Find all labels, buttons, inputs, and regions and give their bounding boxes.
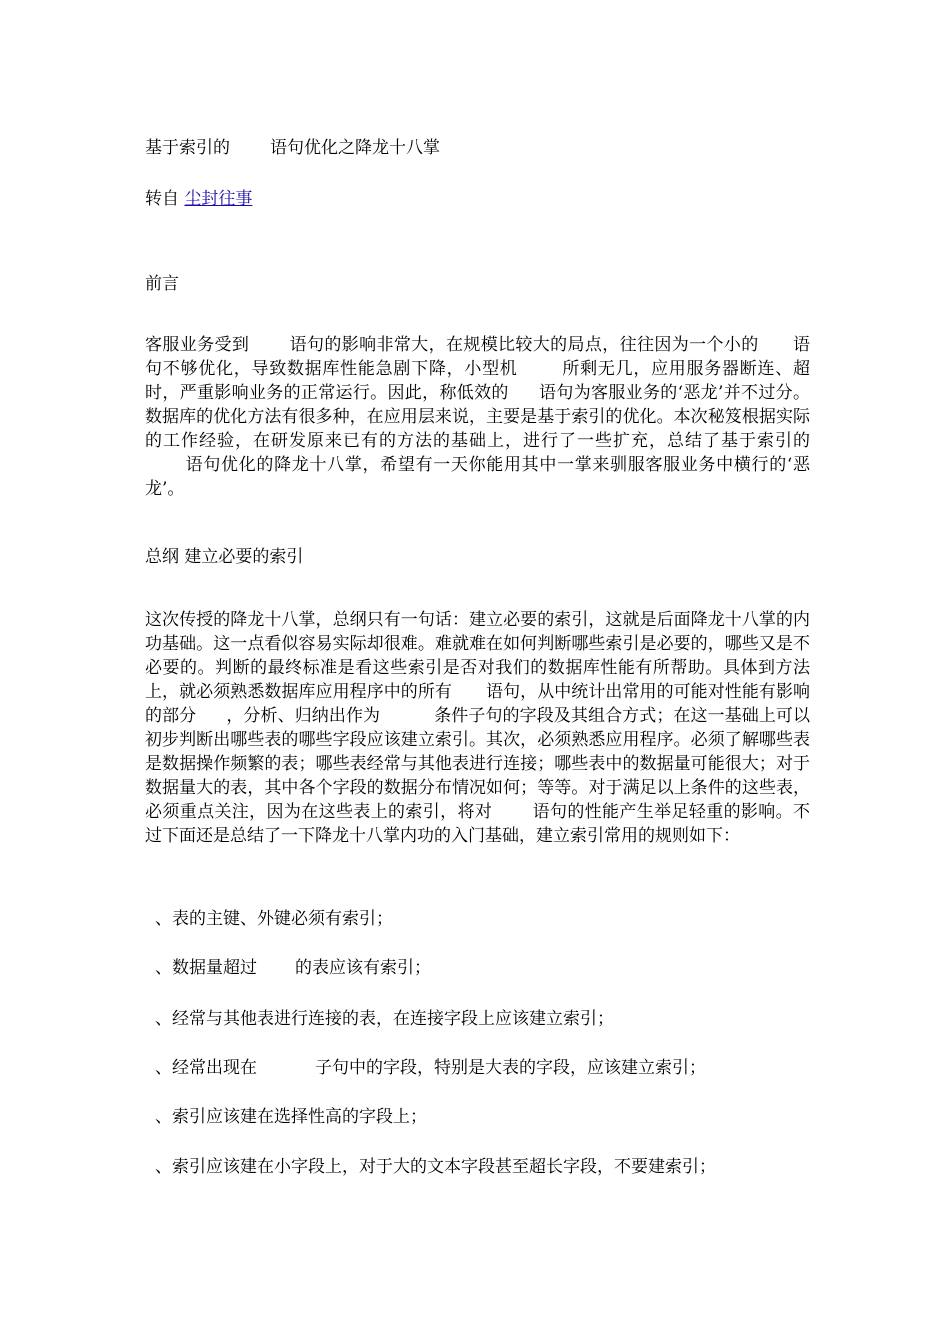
outline-paragraph bbox=[145, 608, 810, 848]
outline-text-5: 语句的性能产生举足轻重的影响。不过下面还是总结了一下降龙十八掌内功的入门基础，建立索引常用的规则如下： bbox=[145, 802, 811, 846]
rule-6-text: 、索引应该建在小字段上，对于大的文本字段甚至超长字段，不要建索引； bbox=[155, 1157, 716, 1177]
preface-text-4: 所剩无几，应用服务器断连、超时，严重影响业务的正常运行。因此，称低效的 bbox=[145, 359, 811, 403]
source-line bbox=[145, 188, 252, 210]
rule-item-4 bbox=[155, 1057, 706, 1079]
preface-text-1: 客服业务受到 bbox=[145, 335, 250, 355]
rule-2-text-b: 的表应该有索引； bbox=[295, 958, 431, 978]
document-title bbox=[145, 137, 440, 159]
rule-item-6 bbox=[155, 1156, 716, 1178]
rule-4-text-b: 子句中的字段，特别是大表的字段，应该建立索引； bbox=[315, 1058, 706, 1078]
preface-paragraph bbox=[145, 333, 810, 501]
outline-text-1: 这次传授的降龙十八掌，总纲只有一句话：建立必要的索引，这就是后面降龙十八掌的内功基础。这一点看似容易实际却很难。难就难在如何判断哪些索引是必要的，哪些又是不必要的。判断的最终标准是看这些索引是否对我们的数据库性能有所帮助。具体到方法上，就必须熟悉数据库应用程序中的所有 bbox=[145, 610, 810, 702]
rule-1-text: 、表的主键、外键必须有索引； bbox=[155, 909, 393, 929]
outline-text-2: 语句，从中统计出常用的可能对性能有影响的部分 bbox=[145, 682, 811, 726]
title-part2: 语句优化之降龙十八掌 bbox=[270, 138, 440, 158]
preface-heading: 前言 bbox=[145, 274, 179, 294]
outline-text-3: ，分析、归纳出作为 bbox=[226, 706, 381, 726]
rule-2-text-a: 、数据量超过 bbox=[155, 958, 257, 978]
source-author-link[interactable]: 尘封往事 bbox=[184, 189, 253, 209]
preface-text-3: 语句不够优化，导致数据库性能急剧下降，小型机 bbox=[145, 335, 811, 379]
preface-text-6: 语句优化的降龙十八掌，希望有一天你能用其中一掌来驯服客服业务中横行的‘恶龙’。 bbox=[145, 455, 810, 499]
rule-item-2 bbox=[155, 957, 431, 979]
source-prefix: 转自 bbox=[145, 189, 179, 209]
rule-3-text: 、经常与其他表进行连接的表，在连接字段上应该建立索引； bbox=[155, 1009, 614, 1029]
rule-item-5 bbox=[155, 1106, 427, 1128]
outline-text-4: 条件子句的字段及其组合方式；在这一基础上可以初步判断出哪些表的哪些字段应该建立索引。其次，必须熟悉应用程序。必须了解哪些表是数据操作频繁的表；哪些表经常与其他表进行连接；哪些表中的数据量可能很大；对于数据量大的表，其中各个字段的数据分布情况如何；等等。对于满足以上条件的这些表，必须重点关注，因为在这些表上的索引，将对 bbox=[145, 706, 811, 822]
rule-4-text-a: 、经常出现在 bbox=[155, 1058, 257, 1078]
rule-item-3 bbox=[155, 1008, 614, 1030]
title-part1: 基于索引的 bbox=[145, 138, 230, 158]
outline-heading: 总纲 建立必要的索引 bbox=[145, 547, 304, 567]
preface-text-5: 语句为客服业务的‘恶龙’并不过分。数据库的优化方法有很多种，在应用层来说，主要是基于索引的优化。本次秘笈根据实际的工作经验，在研发原来已有的方法的基础上，进行了一些扩充，总结了基于索引的 bbox=[145, 383, 810, 451]
preface-text-2: 语句的影响非常大，在规模比较大的局点，往往因为一个小的 bbox=[289, 335, 759, 355]
rule-5-text: 、索引应该建在选择性高的字段上； bbox=[155, 1107, 427, 1127]
rule-item-1 bbox=[155, 908, 393, 930]
